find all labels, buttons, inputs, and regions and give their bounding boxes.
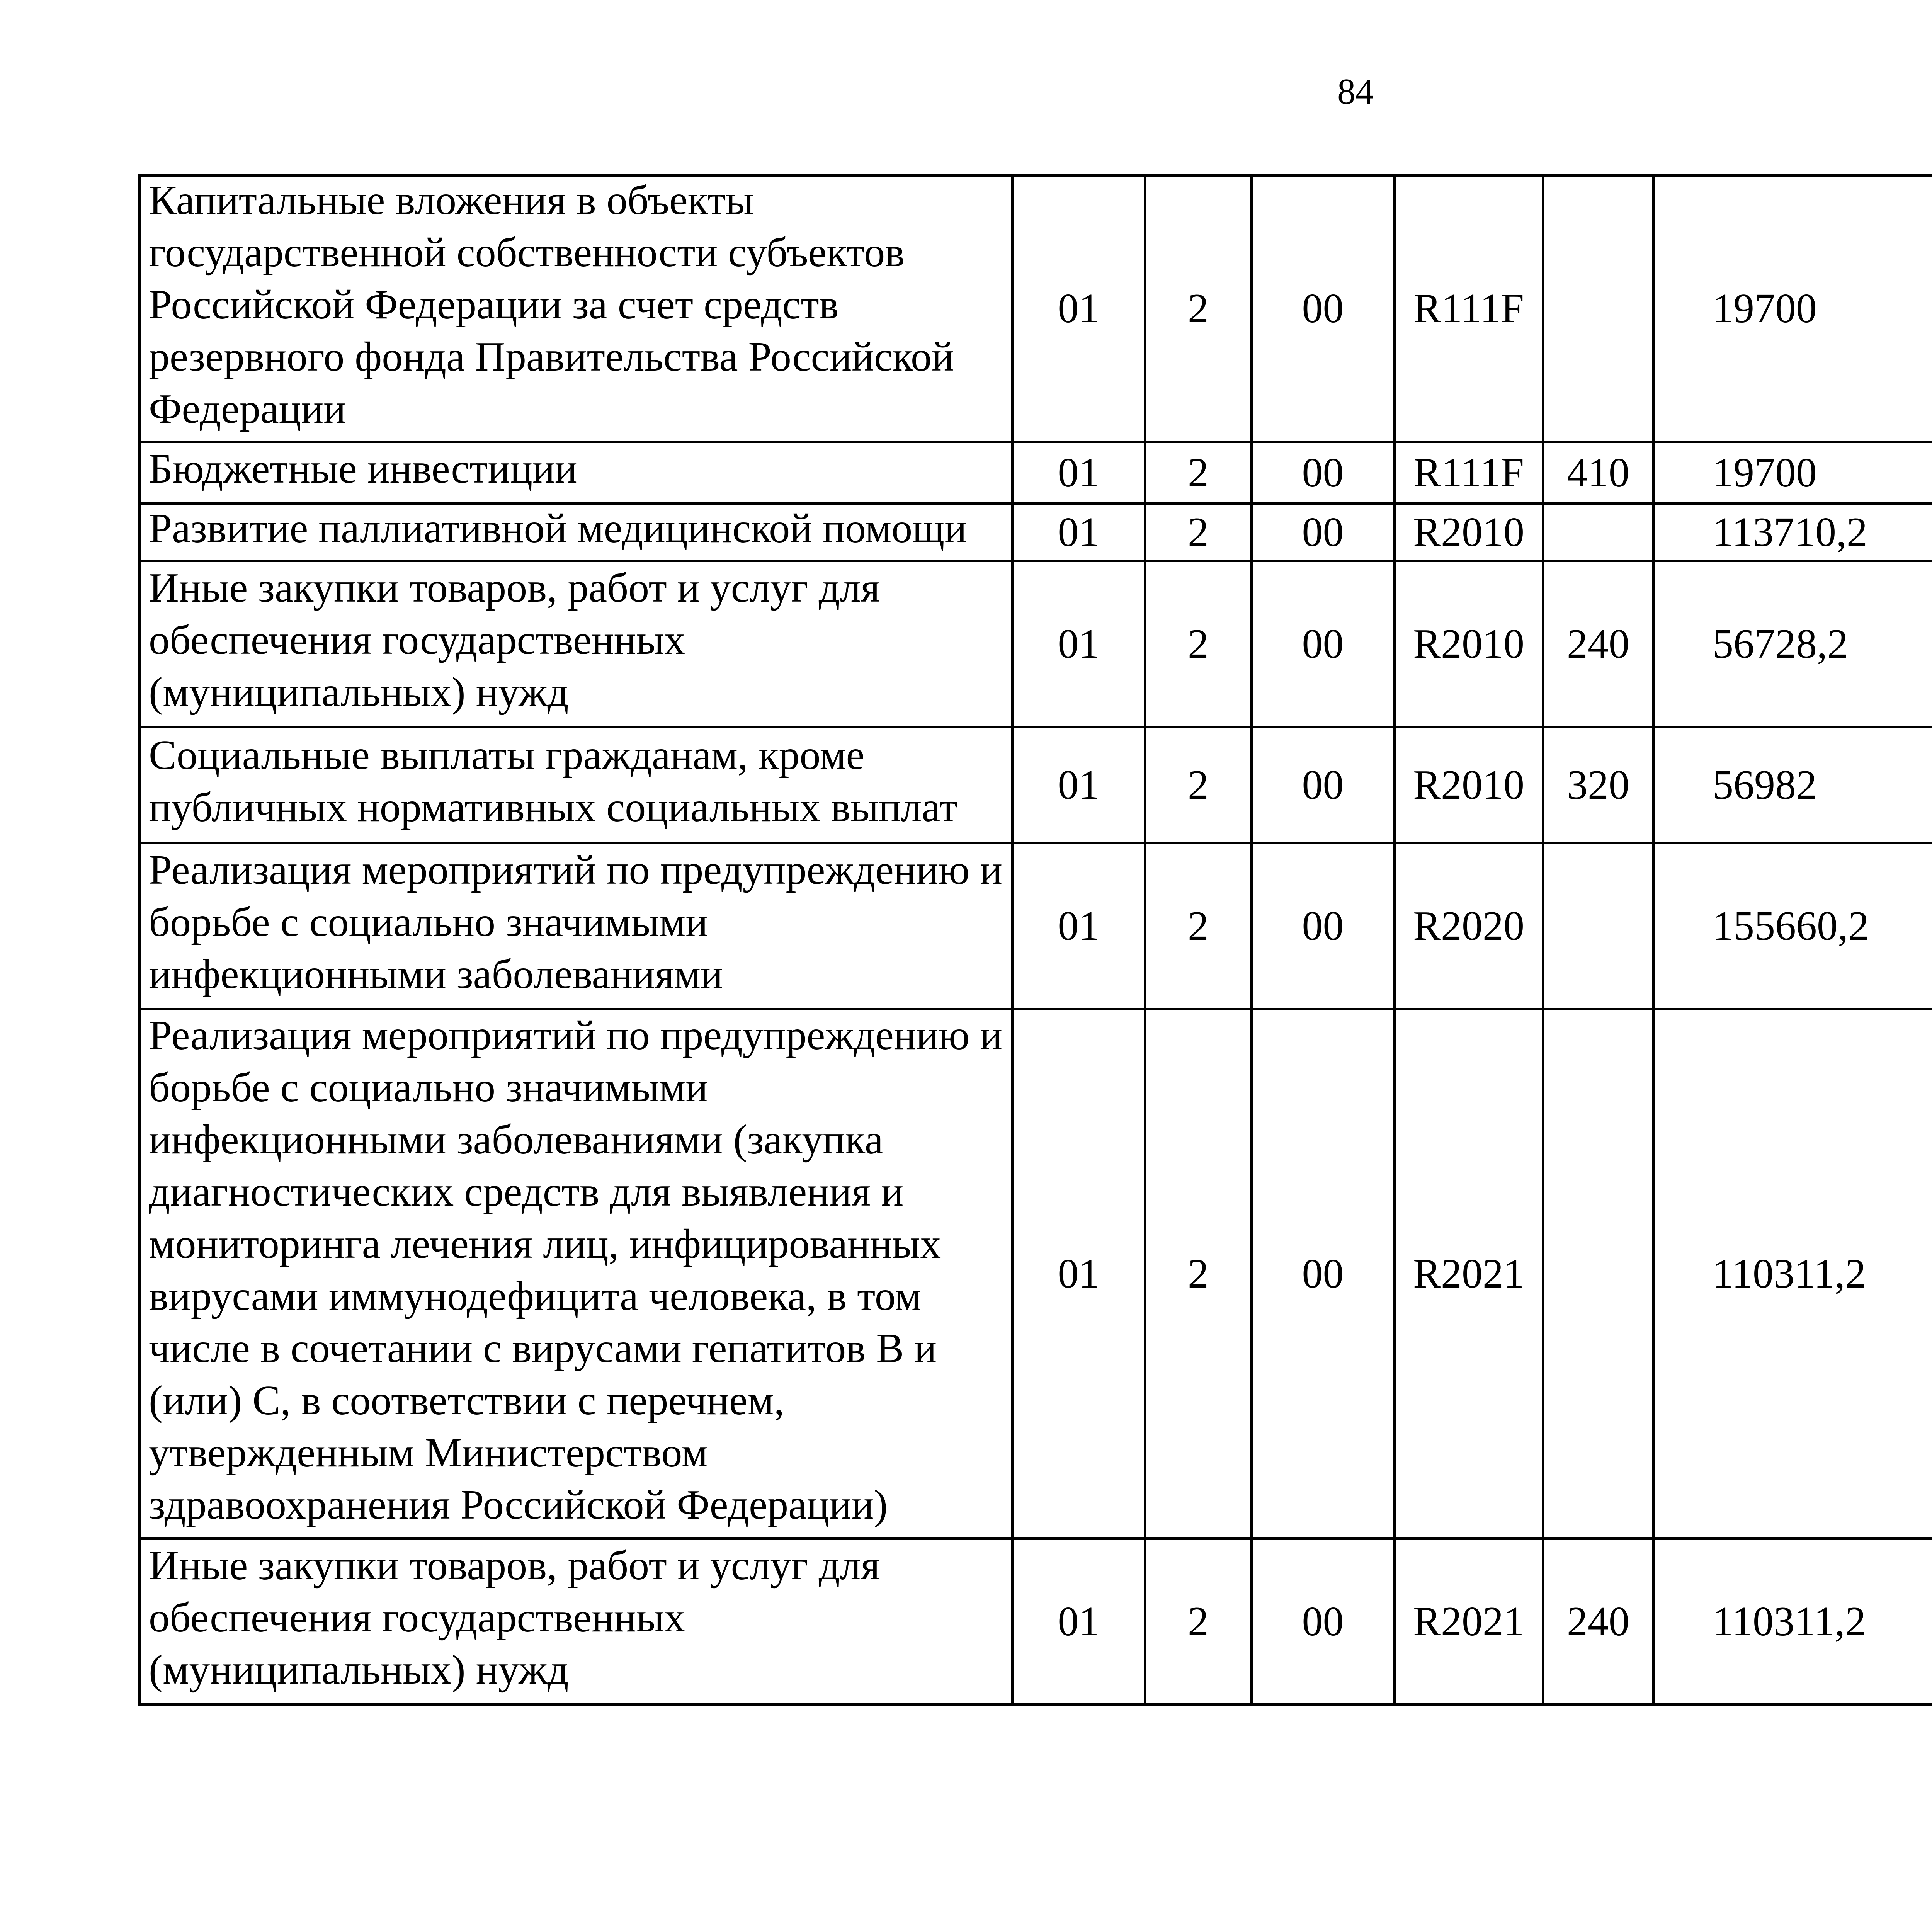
event-code-cell: 00 <box>1252 727 1395 843</box>
subprogram-code-cell: 2 <box>1145 1539 1252 1705</box>
expense-name-cell: Реализация мероприятий по предупреждению и борьбе с социально значимыми инфекционными заболеваниями <box>140 843 1012 1009</box>
page-number: 84 <box>1337 71 1374 112</box>
direction-code-cell: R111F <box>1395 442 1543 504</box>
direction-code-cell: R2021 <box>1395 1009 1543 1539</box>
amount-year1-cell: 56982 <box>1653 727 1932 843</box>
subprogram-code-cell: 2 <box>1145 843 1252 1009</box>
budget-table <box>138 174 1932 1706</box>
program-code-cell: 01 <box>1012 1009 1145 1539</box>
table-row <box>140 504 1932 561</box>
subprogram-code-cell: 2 <box>1145 442 1252 504</box>
subprogram-code-cell: 2 <box>1145 504 1252 561</box>
table-row <box>140 561 1932 727</box>
subprogram-code-cell: 2 <box>1145 175 1252 442</box>
direction-code-cell: R2020 <box>1395 843 1543 1009</box>
expense-type-cell: 320 <box>1543 727 1653 843</box>
amount-year1-cell: 110311,2 <box>1653 1539 1932 1705</box>
expense-type-cell: 410 <box>1543 442 1653 504</box>
program-code-cell: 01 <box>1012 727 1145 843</box>
event-code-cell: 00 <box>1252 442 1395 504</box>
expense-name-cell: Иные закупки товаров, работ и услуг для обеспечения государственных (муниципальных) нужд <box>140 1539 1012 1705</box>
event-code-cell: 00 <box>1252 1009 1395 1539</box>
expense-name-cell: Капитальные вложения в объекты государственной собственности субъектов Российской Федерации за счет средств резервного фонда Правительства Российской Федерации <box>140 175 1012 442</box>
amount-year1-cell: 110311,2 <box>1653 1009 1932 1539</box>
expense-type-cell <box>1543 843 1653 1009</box>
direction-code-cell: R2010 <box>1395 504 1543 561</box>
direction-code-cell: R2010 <box>1395 561 1543 727</box>
expense-name-cell: Бюджетные инвестиции <box>140 442 1012 504</box>
amount-year1-cell: 113710,2 <box>1653 504 1932 561</box>
event-code-cell: 00 <box>1252 1539 1395 1705</box>
program-code-cell: 01 <box>1012 504 1145 561</box>
table-row <box>140 175 1932 442</box>
expense-type-cell <box>1543 1009 1653 1539</box>
expense-name-cell: Социальные выплаты гражданам, кроме публичных нормативных социальных выплат <box>140 727 1012 843</box>
event-code-cell: 00 <box>1252 175 1395 442</box>
amount-year1-cell: 155660,2 <box>1653 843 1932 1009</box>
amount-year1-cell: 56728,2 <box>1653 561 1932 727</box>
event-code-cell: 00 <box>1252 843 1395 1009</box>
event-code-cell: 00 <box>1252 561 1395 727</box>
table-row <box>140 1539 1932 1705</box>
expense-type-cell <box>1543 504 1653 561</box>
table-row <box>140 727 1932 843</box>
program-code-cell: 01 <box>1012 442 1145 504</box>
table-row <box>140 1009 1932 1539</box>
subprogram-code-cell: 2 <box>1145 1009 1252 1539</box>
direction-code-cell: R2010 <box>1395 727 1543 843</box>
amount-year1-cell: 19700 <box>1653 175 1932 442</box>
subprogram-code-cell: 2 <box>1145 727 1252 843</box>
event-code-cell: 00 <box>1252 504 1395 561</box>
expense-type-cell: 240 <box>1543 1539 1653 1705</box>
expense-name-cell: Иные закупки товаров, работ и услуг для обеспечения государственных (муниципальных) нужд <box>140 561 1012 727</box>
expense-name-cell: Реализация мероприятий по предупреждению и борьбе с социально значимыми инфекционными заболеваниями (закупка диагностических средств для выявления и мониторинга лечения лиц, инфицированных вирусами иммунодефицита человека, в том числе в сочетании с вирусами гепатитов B и (или) C, в соответствии с перечнем, утвержденным Министерством здравоохранения Российской Федерации) <box>140 1009 1012 1539</box>
subprogram-code-cell: 2 <box>1145 561 1252 727</box>
expense-type-cell: 240 <box>1543 561 1653 727</box>
program-code-cell: 01 <box>1012 843 1145 1009</box>
expense-name-cell: Развитие паллиативной медицинской помощи <box>140 504 1012 561</box>
expense-type-cell <box>1543 175 1653 442</box>
amount-year1-cell: 19700 <box>1653 442 1932 504</box>
table-row <box>140 442 1932 504</box>
program-code-cell: 01 <box>1012 1539 1145 1705</box>
program-code-cell: 01 <box>1012 561 1145 727</box>
table-row <box>140 843 1932 1009</box>
direction-code-cell: R111F <box>1395 175 1543 442</box>
program-code-cell: 01 <box>1012 175 1145 442</box>
direction-code-cell: R2021 <box>1395 1539 1543 1705</box>
